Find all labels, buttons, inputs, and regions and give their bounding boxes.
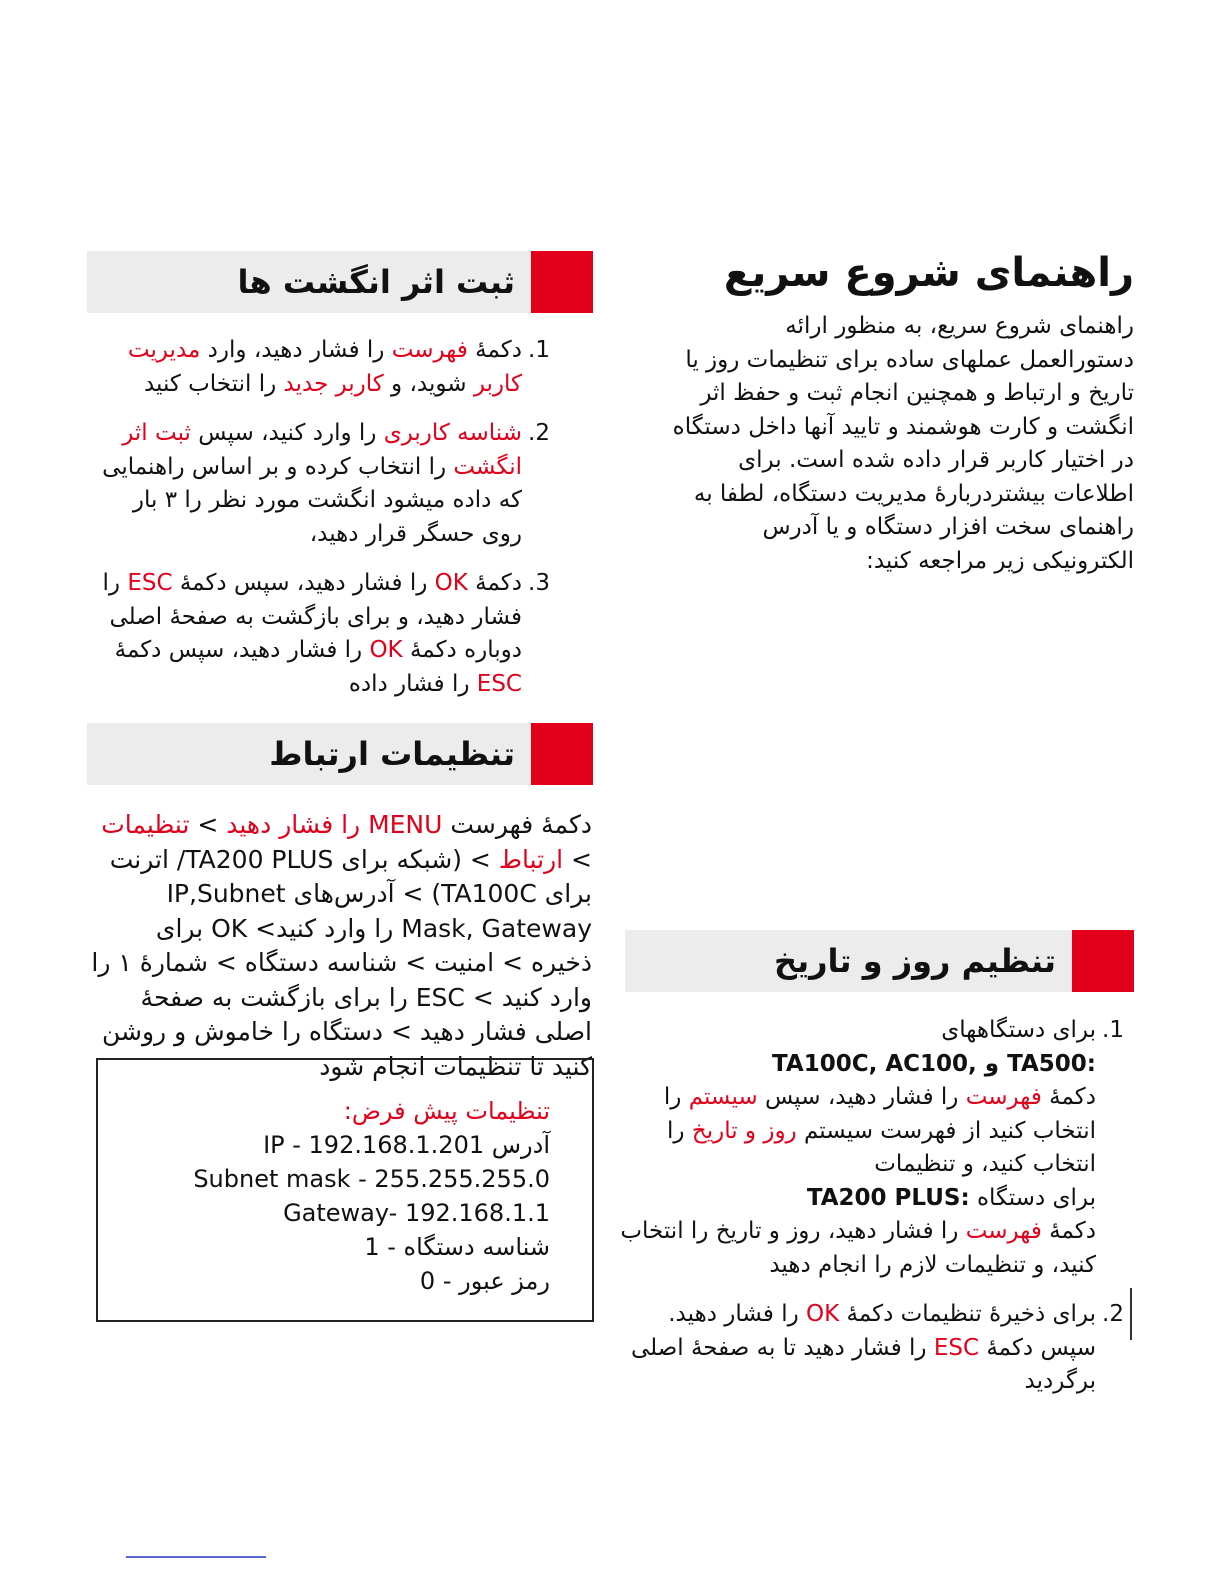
menu-term: فهرست (965, 1084, 1042, 1110)
fingerprint-header (87, 251, 593, 313)
list-item (98, 567, 568, 701)
para-text: > (563, 844, 592, 874)
step-text: را فشار دهید، سپس (757, 1084, 966, 1110)
step-text: شوید، و (383, 370, 474, 397)
datetime-title: تنظیم روز و تاریخ (774, 942, 1056, 980)
step-text: را وارد کنید، سپس (190, 420, 384, 446)
fingerprint-title: ثبت اثر انگشت ها (237, 263, 515, 301)
step-text: را انتخاب کنید از فهرست سیستم (663, 1084, 1096, 1144)
step-text: را فشار دهید، وارد (200, 337, 392, 363)
step-text: برای دستگاههای (941, 1017, 1096, 1043)
step-text: را انتخاب کنید، و تنظیمات (667, 1117, 1096, 1177)
menu-term: مدیریت کاربر (127, 337, 522, 397)
step-text: را فشار دهید تا به صفحۀ اصلی برگردید (630, 1334, 1096, 1394)
step-text: را انتخاب کرده و بر اساس راهنمایی که داده میشود انگشت مورد نظر را ۳ بار روی حسگر قرار دهید، (102, 453, 522, 547)
default-line: Subnet mask - 255.255.255.0 (193, 1165, 550, 1193)
key-term: OK (806, 1301, 840, 1327)
datetime-steps (612, 1014, 1142, 1415)
key-term: ESC (933, 1334, 980, 1361)
step-number: 2. (1102, 1301, 1124, 1327)
step-text: دکمۀ (1041, 1084, 1096, 1110)
list-item (612, 1298, 1142, 1399)
menu-term: فهرست (965, 1218, 1042, 1244)
step-number: 2. (528, 420, 550, 446)
step-text: را فشار داده (348, 670, 477, 697)
step-text: دکمۀ (1041, 1218, 1096, 1244)
list-item (98, 417, 568, 551)
step-text: را فشار دهید. سپس دکمۀ (668, 1301, 1096, 1361)
step-text: را فشار دهید، و برای بازگشت به صفحۀ اصلی دوباره دکمۀ (102, 570, 522, 663)
menu-term: ثبت اثر انگشت (122, 420, 522, 480)
quick-start-intro: راهنمای شروع سریع، به منظور ارائه دستورالعمل عملهای ساده برای تنظیمات روز یا تاریخ و ارتباط و همچنین انجام ثبت و حفظ اثر انگشت و کارت هوشمند و تایید آنها داخل دستگاه در اختیار کاربر قرار داده شده است. برای اطلاعات بیشتردربارۀ مدیریت دستگاه، لطفا به راهنمای سخت افزار دستگاه و یا آدرس الکترونیکی زیر مراجعه کنید: (672, 313, 1134, 574)
network-header (87, 723, 593, 785)
key-term: ESC (127, 570, 173, 596)
step-text: را فشار دهید، روز و تاریخ را انتخاب کنید، و تنظیمات لازم را انجام دهید (620, 1218, 1096, 1278)
menu-term: کاربر جدید (283, 370, 384, 397)
para-text: دکمۀ فهرست (442, 810, 592, 839)
device-models: TA100C, AC100, و TA500: (772, 1050, 1096, 1077)
step-text: را فشار دهید، سپس دکمۀ (114, 637, 370, 663)
defaults-box (96, 1058, 594, 1322)
list-item (612, 1014, 1142, 1282)
step-text: را انتخاب کنید (143, 370, 284, 397)
step-text: را فشار دهید، سپس دکمۀ (172, 570, 435, 596)
step-number: 1. (528, 337, 550, 363)
step-text: برای دستگاه (976, 1184, 1096, 1211)
header-marker (1072, 930, 1134, 992)
default-line: آدرس IP - 192.168.1.201 (263, 1131, 550, 1159)
default-line: رمز عبور - 0 (419, 1267, 550, 1295)
step-text: برای ذخیرۀ تنظیمات دکمۀ (839, 1301, 1096, 1327)
menu-term: ارتباط (498, 844, 564, 874)
header-marker (531, 723, 593, 785)
step-text: دکمۀ (467, 570, 522, 596)
defaults-title: تنظیمات پیش فرض: (343, 1097, 550, 1125)
step-text: دکمۀ (467, 337, 522, 363)
margin-rule (1130, 1288, 1132, 1340)
menu-term: سیستم (688, 1084, 758, 1110)
fingerprint-steps (98, 334, 568, 717)
menu-term: شناسه کاربری (383, 420, 522, 446)
menu-term: تنظیمات (101, 810, 190, 839)
network-instructions (87, 808, 592, 1084)
datetime-header (625, 930, 1134, 992)
menu-term: را فشار دهید (226, 810, 369, 839)
key-term: OK (369, 637, 403, 663)
menu-term: روز و تاریخ (691, 1117, 797, 1144)
key-term: ESC (476, 670, 522, 697)
menu-term: فهرست (391, 337, 468, 363)
network-title: تنظیمات ارتباط (269, 735, 515, 773)
footer-rule (126, 1556, 266, 1558)
step-number: 3. (528, 570, 550, 596)
key-term: MENU (368, 810, 443, 839)
header-marker (531, 251, 593, 313)
list-item (98, 334, 568, 401)
quick-start-title: راهنمای شروع سریع (723, 250, 1134, 296)
step-number: 1. (1102, 1017, 1124, 1043)
para-text: > (شبکه برای TA200 PLUS/ اترنت برای TA100C) > آدرس‌های IP,Subnet Mask, Gateway را وارد کنید> OK برای ذخیره > امنیت > شناسه دستگاه > شمارۀ ۱ را وارد کنید > ESC را برای بازگشت به صفحۀ اصلی فشار دهید > دستگاه را خاموش و روشن کنید تا تنظیمات انجام شود (91, 844, 592, 1081)
default-line: شناسه دستگاه - 1 (364, 1233, 550, 1261)
default-line: Gateway- 192.168.1.1 (283, 1199, 550, 1227)
key-term: OK (434, 570, 468, 596)
device-model: TA200 PLUS: (806, 1184, 970, 1211)
para-text: > (189, 810, 227, 839)
